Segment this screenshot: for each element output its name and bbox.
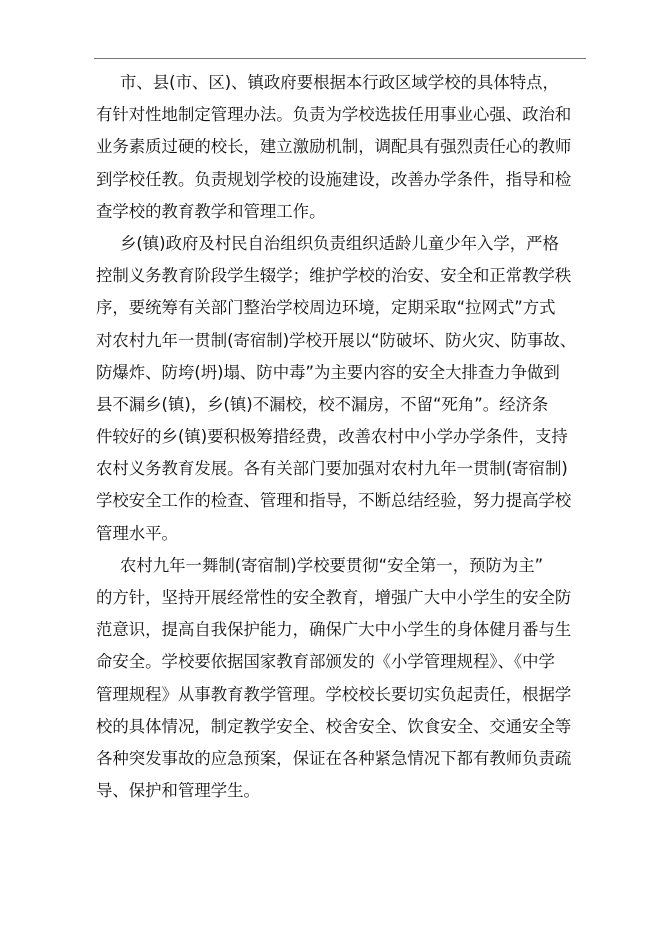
text-line: 乡(镇)政府及村民自治组织负责组织适龄儿童少年入学，严格 — [120, 233, 559, 253]
header-rule — [94, 58, 586, 59]
text-line: 业务素质过硬的校长，建立激励机制，调配具有强烈责任心的教师 — [96, 137, 572, 157]
text-line: 市、县(市、区)、镇政府要根据本行政区域学校的具体特点， — [120, 73, 559, 92]
text-line: 防爆炸、防垮(坍)塌、防中毒”为主要内容的安全大排查力争做到 — [96, 362, 560, 382]
text-line: 件较好的乡(镇)要积极筹措经费，改善农村中小学办学条件，支持 — [96, 427, 568, 447]
text-line: 控制义务教育阶段学生辍学；维护学校的治安、安全和正常教学秩 — [96, 266, 572, 286]
text-line: 命安全。学校要依据国家教育部颁发的《小学管理规程》、《中学 — [96, 652, 555, 672]
text-line: 县不漏乡(镇)，乡(镇)不漏校，校不漏房，不留“死角”。经济条 — [96, 394, 549, 414]
text-line: 管理水平。 — [96, 523, 178, 543]
text-line: 的方针，坚持开展经常性的安全教育，增强广大中小学生的安全防 — [96, 588, 572, 607]
text-line: 农村义务教育发展。各有关部门要加强对农村九年一贯制(寄宿制) — [96, 459, 568, 479]
text-line: 管理规程》从事教育教学管理。学校校长要切实负起责任，根据学 — [96, 684, 572, 704]
paragraph-1 — [96, 67, 596, 228]
text-line: 查学校的教育教学和管理工作。 — [96, 201, 326, 221]
text-line: 序，要统筹有关部门整治学校周边环境，定期采取“拉网式”方式 — [96, 298, 556, 318]
text-line: 对农村九年一贯制(寄宿制)学校开展以“防破坏、防火灾、防事故、 — [96, 330, 577, 350]
text-line: 到学校任教。负责规划学校的设施建设，改善办学条件，指导和检 — [96, 169, 572, 189]
text-line: 范意识，提高自我保护能力，确保广大中小学生的身体健月番与生 — [96, 620, 572, 640]
paragraph-2 — [96, 228, 596, 550]
text-line: 校的具体情况，制定教学安全、校舍安全、饮食安全、交通安全等 — [96, 716, 572, 736]
paragraph-3 — [96, 550, 596, 808]
document-body — [96, 67, 596, 807]
text-line: 农村九年一舞制(寄宿制)学校要贯彻“安全第一，预防为主” — [120, 555, 544, 575]
text-line: 学校安全工作的检查、管理和指导，不断总结经验，努力提高学校 — [96, 491, 572, 511]
text-line: 有针对性地制定管理办法。负责为学校选拔任用事业心强、政治和 — [96, 105, 572, 125]
text-line: 导、保护和管理学生。 — [96, 781, 260, 801]
text-line: 各种突发事故的应急预案，保证在各种紧急情况下都有教师负责疏 — [96, 748, 572, 768]
